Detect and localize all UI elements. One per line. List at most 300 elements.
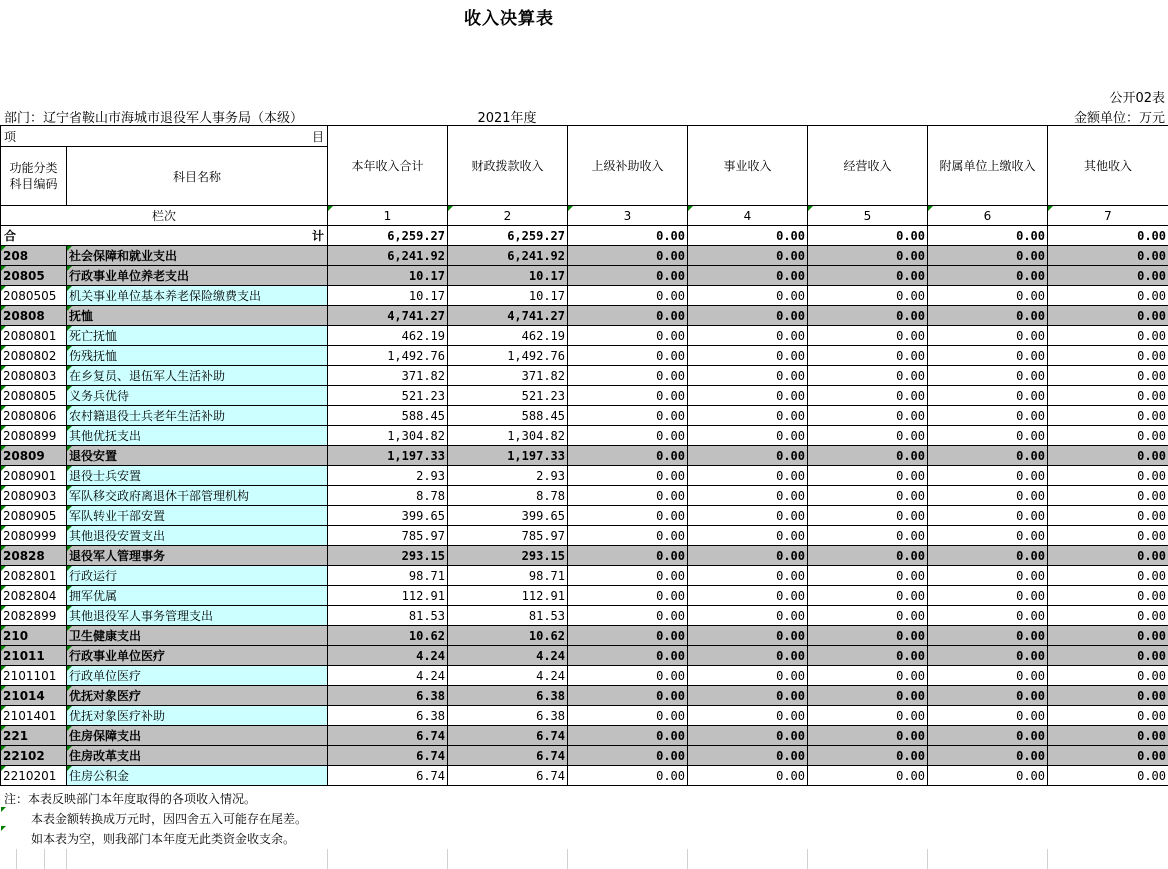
amount-cell[interactable]: 0.00	[808, 506, 928, 526]
column-header[interactable]: 上级补助收入	[568, 126, 688, 206]
subject-name-cell[interactable]: 住房改革支出	[67, 746, 328, 766]
amount-cell[interactable]: 0.00	[808, 406, 928, 426]
amount-cell[interactable]: 4.24	[328, 666, 448, 686]
column-header[interactable]: 附属单位上缴收入	[928, 126, 1048, 206]
subject-code-cell[interactable]: 2080903	[1, 486, 67, 506]
subject-code-cell[interactable]: 20805	[1, 266, 67, 286]
amount-cell[interactable]: 0.00	[808, 686, 928, 706]
subject-name-cell[interactable]: 行政事业单位养老支出	[67, 266, 328, 286]
amount-cell[interactable]: 371.82	[328, 366, 448, 386]
amount-cell[interactable]: 0.00	[568, 346, 688, 366]
subject-code-cell[interactable]: 210	[1, 626, 67, 646]
amount-cell[interactable]: 0.00	[808, 386, 928, 406]
amount-unit: 金额单位：万元	[1073, 111, 1165, 126]
amount-cell[interactable]: 0.00	[568, 706, 688, 726]
subject-code-cell[interactable]: 2082899	[1, 606, 67, 626]
amount-cell[interactable]: 0.00	[928, 606, 1048, 626]
column-header[interactable]: 财政拨款收入	[448, 126, 568, 206]
amount-cell[interactable]: 0.00	[928, 246, 1048, 266]
subject-code-cell[interactable]: 20809	[1, 446, 67, 466]
table-row	[1, 586, 1168, 606]
subject-code-cell[interactable]: 2082801	[1, 566, 67, 586]
subject-name-cell[interactable]: 抚恤	[67, 306, 328, 326]
amount-cell[interactable]: 6.74	[328, 746, 448, 766]
amount-cell[interactable]: 462.19	[448, 326, 568, 346]
column-number[interactable]: 6	[928, 206, 1048, 226]
amount-cell[interactable]: 1,197.33	[328, 446, 448, 466]
subject-code-cell[interactable]: 221	[1, 726, 67, 746]
income-final-accounts-table	[0, 125, 1168, 786]
amount-cell[interactable]: 0.00	[688, 486, 808, 506]
amount-cell[interactable]: 0.00	[688, 746, 808, 766]
column-header[interactable]: 事业收入	[688, 126, 808, 206]
amount-cell[interactable]: 0.00	[808, 326, 928, 346]
amount-cell[interactable]: 0.00	[688, 606, 808, 626]
total-value[interactable]: 6,259.27	[448, 226, 568, 246]
amount-cell[interactable]: 0.00	[928, 746, 1048, 766]
amount-cell[interactable]: 293.15	[448, 546, 568, 566]
amount-cell[interactable]: 0.00	[568, 766, 688, 786]
amount-cell[interactable]: 0.00	[1048, 366, 1168, 386]
subject-name-cell[interactable]: 伤残抚恤	[67, 346, 328, 366]
column-number[interactable]: 1	[328, 206, 448, 226]
amount-cell[interactable]: 0.00	[808, 486, 928, 506]
subject-name-cell[interactable]: 其他退役安置支出	[67, 526, 328, 546]
amount-cell[interactable]: 0.00	[1048, 326, 1168, 346]
amount-cell[interactable]: 0.00	[568, 486, 688, 506]
amount-cell[interactable]: 81.53	[328, 606, 448, 626]
total-value[interactable]: 0.00	[808, 226, 928, 246]
amount-cell[interactable]: 1,492.76	[328, 346, 448, 366]
amount-cell[interactable]: 0.00	[688, 466, 808, 486]
total-label-right: 计	[311, 229, 324, 243]
subject-code-cell[interactable]: 208	[1, 246, 67, 266]
amount-cell[interactable]: 112.91	[328, 586, 448, 606]
amount-cell[interactable]: 0.00	[928, 626, 1048, 646]
amount-cell[interactable]: 1,492.76	[448, 346, 568, 366]
amount-cell[interactable]: 0.00	[1048, 686, 1168, 706]
amount-cell[interactable]: 6.38	[328, 686, 448, 706]
table-row	[1, 566, 1168, 586]
subject-name-cell[interactable]: 退役军人管理事务	[67, 546, 328, 566]
amount-cell[interactable]: 0.00	[928, 566, 1048, 586]
amount-cell[interactable]: 0.00	[928, 446, 1048, 466]
amount-cell[interactable]: 0.00	[688, 726, 808, 746]
amount-cell[interactable]: 0.00	[688, 506, 808, 526]
amount-cell[interactable]: 0.00	[1048, 566, 1168, 586]
subject-code-cell[interactable]: 2080905	[1, 506, 67, 526]
amount-cell[interactable]: 0.00	[808, 366, 928, 386]
amount-cell[interactable]: 0.00	[1048, 526, 1168, 546]
amount-cell[interactable]: 6.74	[328, 766, 448, 786]
column-number[interactable]: 2	[448, 206, 568, 226]
amount-cell[interactable]: 0.00	[688, 426, 808, 446]
amount-cell[interactable]: 0.00	[568, 306, 688, 326]
amount-cell[interactable]: 0.00	[1048, 546, 1168, 566]
amount-cell[interactable]: 0.00	[568, 586, 688, 606]
subject-code-cell[interactable]: 22102	[1, 746, 67, 766]
subject-name-cell[interactable]: 义务兵优待	[67, 386, 328, 406]
subject-name-cell[interactable]: 农村籍退役士兵老年生活补助	[67, 406, 328, 426]
amount-cell[interactable]: 0.00	[928, 646, 1048, 666]
amount-cell[interactable]: 0.00	[928, 686, 1048, 706]
column-header[interactable]: 经营收入	[808, 126, 928, 206]
amount-cell[interactable]: 0.00	[928, 266, 1048, 286]
amount-cell[interactable]: 0.00	[928, 306, 1048, 326]
amount-cell[interactable]: 0.00	[1048, 766, 1168, 786]
amount-cell[interactable]: 8.78	[448, 486, 568, 506]
amount-cell[interactable]: 4,741.27	[328, 306, 448, 326]
amount-cell[interactable]: 0.00	[808, 266, 928, 286]
amount-cell[interactable]: 0.00	[928, 466, 1048, 486]
table-row	[1, 306, 1168, 326]
amount-cell[interactable]: 0.00	[808, 726, 928, 746]
amount-cell[interactable]: 0.00	[928, 366, 1048, 386]
amount-cell[interactable]: 0.00	[808, 586, 928, 606]
subject-name-cell[interactable]: 行政单位医疗	[67, 666, 328, 686]
table-row	[1, 426, 1168, 446]
amount-cell[interactable]: 6,241.92	[328, 246, 448, 266]
table-row	[1, 726, 1168, 746]
empty-grid-row	[0, 849, 1168, 869]
amount-cell[interactable]: 521.23	[328, 386, 448, 406]
amount-cell[interactable]: 1,197.33	[448, 446, 568, 466]
table-row	[1, 386, 1168, 406]
table-row	[1, 626, 1168, 646]
amount-cell[interactable]: 0.00	[568, 746, 688, 766]
amount-cell[interactable]: 6,241.92	[448, 246, 568, 266]
amount-cell[interactable]: 0.00	[1048, 506, 1168, 526]
total-label-cell[interactable]	[1, 226, 328, 246]
amount-cell[interactable]: 462.19	[328, 326, 448, 346]
amount-cell[interactable]: 0.00	[808, 546, 928, 566]
amount-cell[interactable]: 0.00	[808, 706, 928, 726]
amount-cell[interactable]: 0.00	[568, 266, 688, 286]
amount-cell[interactable]: 0.00	[928, 406, 1048, 426]
subject-code-cell[interactable]: 2080802	[1, 346, 67, 366]
xiang-mu-header-cell[interactable]	[1, 126, 328, 147]
amount-cell[interactable]: 0.00	[928, 546, 1048, 566]
column-number[interactable]: 4	[688, 206, 808, 226]
subject-code-cell[interactable]: 2080899	[1, 426, 67, 446]
amount-cell[interactable]: 1,304.82	[328, 426, 448, 446]
amount-cell[interactable]: 0.00	[928, 706, 1048, 726]
subject-name-cell[interactable]: 退役安置	[67, 446, 328, 466]
amount-cell[interactable]: 0.00	[808, 666, 928, 686]
subject-name-cell[interactable]: 军队转业干部安置	[67, 506, 328, 526]
amount-cell[interactable]: 0.00	[568, 446, 688, 466]
amount-cell[interactable]: 0.00	[928, 766, 1048, 786]
form-number: 公开02表	[1109, 91, 1165, 106]
cell-flag-marker	[1, 826, 6, 831]
amount-cell[interactable]: 0.00	[928, 386, 1048, 406]
amount-cell[interactable]: 6.38	[328, 706, 448, 726]
amount-cell[interactable]: 0.00	[688, 386, 808, 406]
amount-cell[interactable]: 0.00	[928, 486, 1048, 506]
amount-cell[interactable]: 0.00	[1048, 406, 1168, 426]
amount-cell[interactable]: 0.00	[568, 666, 688, 686]
amount-cell[interactable]: 785.97	[328, 526, 448, 546]
subject-name-cell[interactable]: 退役士兵安置	[67, 466, 328, 486]
subject-name-cell[interactable]: 行政运行	[67, 566, 328, 586]
amount-cell[interactable]: 0.00	[1048, 306, 1168, 326]
amount-cell[interactable]: 0.00	[1048, 706, 1168, 726]
subject-code-cell[interactable]: 21011	[1, 646, 67, 666]
subject-code-cell[interactable]: 2080505	[1, 286, 67, 306]
amount-cell[interactable]: 0.00	[1048, 646, 1168, 666]
amount-cell[interactable]: 0.00	[568, 466, 688, 486]
amount-cell[interactable]: 10.62	[328, 626, 448, 646]
amount-cell[interactable]: 6.74	[448, 726, 568, 746]
amount-cell[interactable]: 0.00	[688, 406, 808, 426]
total-value[interactable]: 0.00	[1048, 226, 1168, 246]
amount-cell[interactable]: 0.00	[688, 546, 808, 566]
amount-cell[interactable]: 10.17	[328, 266, 448, 286]
amount-cell[interactable]: 0.00	[928, 526, 1048, 546]
subject-name-cell[interactable]: 卫生健康支出	[67, 626, 328, 646]
amount-cell[interactable]: 399.65	[448, 506, 568, 526]
amount-cell[interactable]: 2.93	[448, 466, 568, 486]
amount-cell[interactable]: 98.71	[448, 566, 568, 586]
column-number[interactable]: 7	[1048, 206, 1168, 226]
subject-code-cell[interactable]: 20828	[1, 546, 67, 566]
subject-name-cell[interactable]: 其他退役军人事务管理支出	[67, 606, 328, 626]
column-number[interactable]: 5	[808, 206, 928, 226]
amount-cell[interactable]: 0.00	[688, 666, 808, 686]
amount-cell[interactable]: 6.38	[448, 706, 568, 726]
amount-cell[interactable]: 0.00	[568, 726, 688, 746]
amount-cell[interactable]: 4,741.27	[448, 306, 568, 326]
amount-cell[interactable]: 0.00	[1048, 486, 1168, 506]
amount-cell[interactable]: 10.17	[328, 286, 448, 306]
total-value[interactable]: 6,259.27	[328, 226, 448, 246]
amount-cell[interactable]: 0.00	[808, 306, 928, 326]
amount-cell[interactable]: 10.62	[448, 626, 568, 646]
subject-name-cell[interactable]: 住房保障支出	[67, 726, 328, 746]
amount-cell[interactable]: 0.00	[808, 286, 928, 306]
amount-cell[interactable]: 0.00	[688, 706, 808, 726]
amount-cell[interactable]: 0.00	[568, 326, 688, 346]
amount-cell[interactable]: 0.00	[808, 426, 928, 446]
amount-cell[interactable]: 0.00	[688, 366, 808, 386]
amount-cell[interactable]: 0.00	[688, 586, 808, 606]
amount-cell[interactable]: 0.00	[808, 446, 928, 466]
subject-name-cell[interactable]: 住房公积金	[67, 766, 328, 786]
amount-cell[interactable]: 0.00	[928, 346, 1048, 366]
amount-cell[interactable]: 0.00	[688, 266, 808, 286]
amount-cell[interactable]: 0.00	[1048, 746, 1168, 766]
table-row	[1, 346, 1168, 366]
amount-cell[interactable]: 0.00	[568, 546, 688, 566]
amount-cell[interactable]: 0.00	[1048, 606, 1168, 626]
table-row	[1, 766, 1168, 786]
amount-cell[interactable]: 0.00	[1048, 386, 1168, 406]
subject-code-cell[interactable]: 2080801	[1, 326, 67, 346]
amount-cell[interactable]: 0.00	[1048, 466, 1168, 486]
amount-cell[interactable]: 6.74	[328, 726, 448, 746]
amount-cell[interactable]: 521.23	[448, 386, 568, 406]
total-value[interactable]: 0.00	[688, 226, 808, 246]
table-row	[1, 326, 1168, 346]
table-row	[1, 646, 1168, 666]
subject-code-cell[interactable]: 2080901	[1, 466, 67, 486]
amount-cell[interactable]: 0.00	[688, 526, 808, 546]
amount-cell[interactable]: 0.00	[1048, 586, 1168, 606]
amount-cell[interactable]: 0.00	[568, 626, 688, 646]
amount-cell[interactable]: 785.97	[448, 526, 568, 546]
amount-cell[interactable]: 0.00	[568, 686, 688, 706]
amount-cell[interactable]: 112.91	[448, 586, 568, 606]
amount-cell[interactable]: 0.00	[928, 726, 1048, 746]
amount-cell[interactable]: 0.00	[928, 666, 1048, 686]
subject-code-cell[interactable]: 20808	[1, 306, 67, 326]
amount-cell[interactable]: 0.00	[1048, 666, 1168, 686]
amount-cell[interactable]: 0.00	[808, 606, 928, 626]
subject-name-cell[interactable]: 在乡复员、退伍军人生活补助	[67, 366, 328, 386]
note-line: 本表金额转换成万元时，因四舍五入可能存在尾差。	[31, 812, 308, 826]
subject-name-cell[interactable]: 行政事业单位医疗	[67, 646, 328, 666]
amount-cell[interactable]: 0.00	[808, 626, 928, 646]
subject-name-cell[interactable]: 死亡抚恤	[67, 326, 328, 346]
amount-cell[interactable]: 0.00	[928, 586, 1048, 606]
amount-cell[interactable]: 0.00	[928, 286, 1048, 306]
amount-cell[interactable]: 0.00	[568, 526, 688, 546]
subject-code-cell[interactable]: 2080999	[1, 526, 67, 546]
amount-cell[interactable]: 0.00	[1048, 246, 1168, 266]
amount-cell[interactable]: 0.00	[808, 346, 928, 366]
subject-name-cell[interactable]: 拥军优属	[67, 586, 328, 606]
column-header[interactable]: 其他收入	[1048, 126, 1168, 206]
department-label: 部门：辽宁省鞍山市海城市退役军人事务局（本级）	[4, 111, 304, 126]
amount-cell[interactable]: 0.00	[568, 366, 688, 386]
amount-cell[interactable]: 0.00	[688, 446, 808, 466]
amount-cell[interactable]: 8.78	[328, 486, 448, 506]
amount-cell[interactable]: 0.00	[688, 646, 808, 666]
amount-cell[interactable]: 98.71	[328, 566, 448, 586]
notes	[4, 789, 307, 849]
amount-cell[interactable]: 0.00	[688, 566, 808, 586]
column-number[interactable]: 3	[568, 206, 688, 226]
amount-cell[interactable]: 0.00	[808, 526, 928, 546]
amount-cell[interactable]: 0.00	[808, 566, 928, 586]
total-value[interactable]: 0.00	[928, 226, 1048, 246]
amount-cell[interactable]: 0.00	[688, 686, 808, 706]
function-code-header[interactable]: 功能分类科目编码	[1, 147, 67, 206]
amount-cell[interactable]: 6.38	[448, 686, 568, 706]
amount-cell[interactable]: 399.65	[328, 506, 448, 526]
amount-cell[interactable]: 0.00	[808, 766, 928, 786]
amount-cell[interactable]: 0.00	[688, 766, 808, 786]
subject-name-cell[interactable]: 机关事业单位基本养老保险缴费支出	[67, 286, 328, 306]
mu-label: 目	[311, 129, 324, 144]
note-line: 注：本表反映部门本年度取得的各项收入情况。	[4, 792, 257, 806]
table-row	[1, 546, 1168, 566]
amount-cell[interactable]: 4.24	[448, 666, 568, 686]
amount-cell[interactable]: 4.24	[328, 646, 448, 666]
amount-cell[interactable]: 0.00	[568, 406, 688, 426]
total-label-left: 合	[4, 229, 17, 243]
amount-cell[interactable]: 4.24	[448, 646, 568, 666]
table-row	[1, 486, 1168, 506]
amount-cell[interactable]: 0.00	[808, 466, 928, 486]
amount-cell[interactable]: 0.00	[1048, 726, 1168, 746]
amount-cell[interactable]: 0.00	[1048, 346, 1168, 366]
amount-cell[interactable]: 0.00	[688, 246, 808, 266]
amount-cell[interactable]: 0.00	[568, 606, 688, 626]
amount-cell[interactable]: 81.53	[448, 606, 568, 626]
amount-cell[interactable]: 0.00	[808, 646, 928, 666]
subject-name-cell[interactable]: 社会保障和就业支出	[67, 246, 328, 266]
amount-cell[interactable]: 0.00	[808, 246, 928, 266]
subject-name-cell[interactable]: 优抚对象医疗补助	[67, 706, 328, 726]
table-row	[1, 286, 1168, 306]
amount-cell[interactable]: 6.74	[448, 766, 568, 786]
amount-cell[interactable]: 0.00	[928, 326, 1048, 346]
total-value[interactable]: 0.00	[568, 226, 688, 246]
amount-cell[interactable]: 588.45	[448, 406, 568, 426]
amount-cell[interactable]: 0.00	[688, 286, 808, 306]
fiscal-year: 2021年度	[477, 111, 537, 126]
subject-name-cell[interactable]: 军队移交政府离退休干部管理机构	[67, 486, 328, 506]
amount-cell[interactable]: 0.00	[1048, 266, 1168, 286]
column-header[interactable]: 本年收入合计	[328, 126, 448, 206]
amount-cell[interactable]: 0.00	[928, 506, 1048, 526]
amount-cell[interactable]: 0.00	[1048, 446, 1168, 466]
amount-cell[interactable]: 0.00	[568, 246, 688, 266]
amount-cell[interactable]: 1,304.82	[448, 426, 568, 446]
amount-cell[interactable]: 0.00	[1048, 626, 1168, 646]
amount-cell[interactable]: 0.00	[688, 306, 808, 326]
amount-cell[interactable]: 0.00	[568, 506, 688, 526]
amount-cell[interactable]: 371.82	[448, 366, 568, 386]
subject-code-cell[interactable]: 2101401	[1, 706, 67, 726]
table-row	[1, 266, 1168, 286]
amount-cell[interactable]: 293.15	[328, 546, 448, 566]
subject-code-cell[interactable]: 21014	[1, 686, 67, 706]
subject-code-cell[interactable]: 2080806	[1, 406, 67, 426]
subject-name-cell[interactable]: 优抚对象医疗	[67, 686, 328, 706]
amount-cell[interactable]: 0.00	[928, 426, 1048, 446]
subject-code-cell[interactable]: 2101101	[1, 666, 67, 686]
total-row	[1, 226, 1168, 246]
amount-cell[interactable]: 0.00	[1048, 286, 1168, 306]
amount-cell[interactable]: 0.00	[688, 626, 808, 646]
subject-code-cell[interactable]: 2080805	[1, 386, 67, 406]
subject-code-cell[interactable]: 2210201	[1, 766, 67, 786]
table-row	[1, 446, 1168, 466]
lanci-label[interactable]: 栏次	[1, 206, 328, 226]
subject-code-cell[interactable]: 2080803	[1, 366, 67, 386]
amount-cell[interactable]: 0.00	[1048, 426, 1168, 446]
amount-cell[interactable]: 0.00	[568, 426, 688, 446]
table-row	[1, 746, 1168, 766]
amount-cell[interactable]: 0.00	[568, 386, 688, 406]
subject-name-cell[interactable]: 其他优抚支出	[67, 426, 328, 446]
subject-code-cell[interactable]: 2082804	[1, 586, 67, 606]
amount-cell[interactable]: 0.00	[808, 746, 928, 766]
amount-cell[interactable]: 2.93	[328, 466, 448, 486]
amount-cell[interactable]: 0.00	[568, 566, 688, 586]
subject-name-header[interactable]: 科目名称	[67, 147, 328, 206]
amount-cell[interactable]: 6.74	[448, 746, 568, 766]
amount-cell[interactable]: 0.00	[688, 346, 808, 366]
amount-cell[interactable]: 0.00	[568, 286, 688, 306]
amount-cell[interactable]: 0.00	[568, 646, 688, 666]
amount-cell[interactable]: 10.17	[448, 266, 568, 286]
amount-cell[interactable]: 0.00	[688, 326, 808, 346]
amount-cell[interactable]: 10.17	[448, 286, 568, 306]
amount-cell[interactable]: 588.45	[328, 406, 448, 426]
